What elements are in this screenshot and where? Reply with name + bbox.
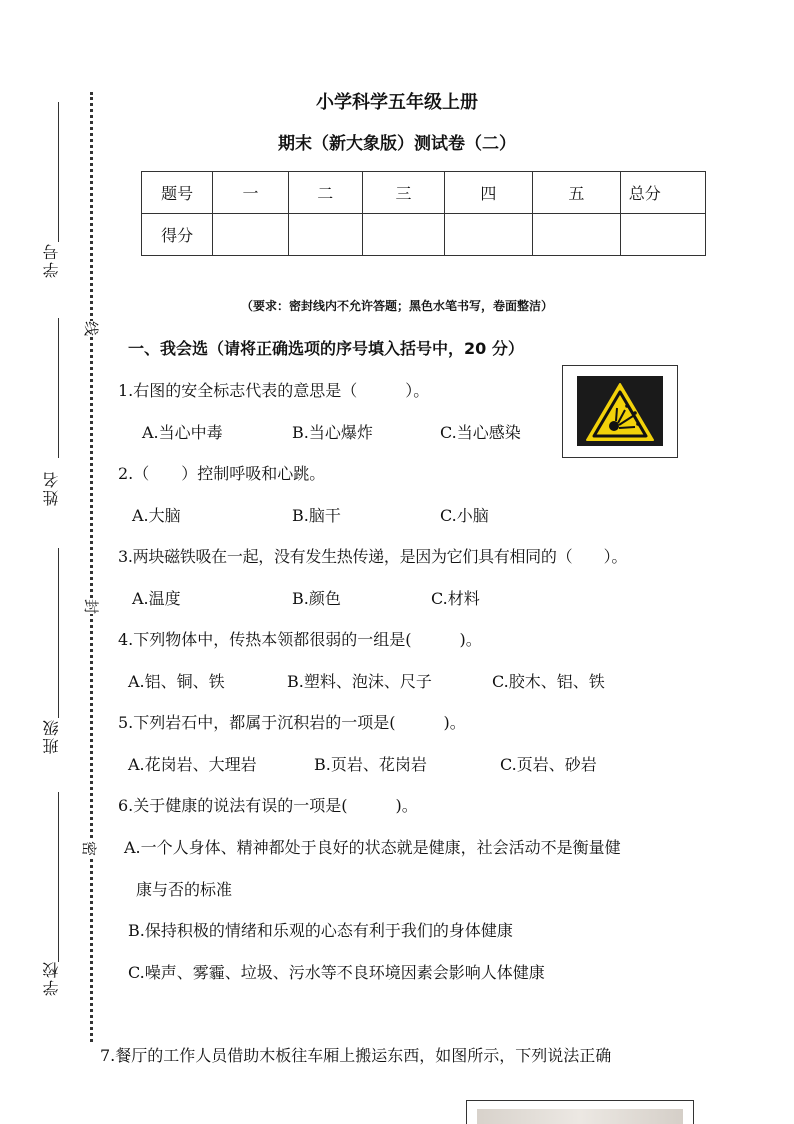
section-1-title: 一、我会选（请将正确选项的序号填入括号中，20 分） xyxy=(128,339,524,358)
question-6-option-a-cont: 康与否的标准 xyxy=(136,880,233,899)
question-6-option-c: C.噪声、雾霾、垃圾、污水等不良环境因素会影响人体健康 xyxy=(128,963,545,982)
name-label: 姓名 xyxy=(42,470,61,506)
question-5-option-a: A.花岗岩、大理岩 xyxy=(128,755,257,774)
question-1-option-b: B.当心爆炸 xyxy=(292,423,373,442)
explosion-warning-sign-image xyxy=(562,365,678,458)
question-3-option-b: B.颜色 xyxy=(292,589,341,608)
question-1-option-c: C.当心感染 xyxy=(440,423,521,442)
seal-dotted-line xyxy=(90,92,93,1042)
table-header-cell: 题号 xyxy=(142,172,213,214)
question-3-option-a: A.温度 xyxy=(132,589,181,608)
question-2-option-a: A.大脑 xyxy=(132,506,181,525)
table-header-cell: 总分 xyxy=(620,172,705,214)
margin-line-4 xyxy=(58,792,59,962)
seal-char-seal: 封 xyxy=(82,598,101,615)
question-6-option-b: B.保持积极的情绪和乐观的心态有利于我们的身体健康 xyxy=(128,921,513,940)
margin-line-2 xyxy=(58,318,59,458)
question-1-stem: 1.右图的安全标志代表的意思是（ ）。 xyxy=(118,381,430,400)
table-header-cell: 四 xyxy=(444,172,532,214)
score-row-label: 得分 xyxy=(142,214,213,256)
seal-char-line: 线 xyxy=(82,320,101,337)
table-header-cell: 二 xyxy=(288,172,362,214)
score-cell[interactable] xyxy=(620,214,705,256)
page-title: 小学科学五年级上册 xyxy=(316,92,478,113)
question-4-stem: 4.下列物体中，传热本领都很弱的一组是( )。 xyxy=(118,630,482,649)
explosion-warning-icon xyxy=(563,366,677,457)
question-7-stem: 7.餐厅的工作人员借助木板往车厢上搬运东西，如图所示，下列说法正确 xyxy=(100,1046,612,1065)
school-label: 学校 xyxy=(42,960,61,996)
page-subtitle: 期末（新大象版）测试卷（二） xyxy=(278,134,516,154)
question-3-stem: 3.两块磁铁吸在一起，没有发生热传递，是因为它们具有相同的（ ）。 xyxy=(118,547,628,566)
score-table-score-row xyxy=(142,214,706,256)
question-7-figure xyxy=(466,1100,694,1124)
score-cell[interactable] xyxy=(362,214,444,256)
exam-requirements-note: （要求：密封线内不允许答题；黑色水笔书写，卷面整洁） xyxy=(240,299,553,313)
margin-line-3 xyxy=(58,548,59,718)
score-cell[interactable] xyxy=(213,214,288,256)
question-7-figure-image xyxy=(477,1109,683,1124)
question-4-option-c: C.胶木、铝、铁 xyxy=(492,672,605,691)
score-table xyxy=(141,171,706,256)
score-cell[interactable] xyxy=(288,214,362,256)
question-6-option-a: A.一个人身体、精神都处于良好的状态就是健康，社会活动不是衡量健 xyxy=(124,838,621,857)
score-cell[interactable] xyxy=(532,214,620,256)
score-cell[interactable] xyxy=(444,214,532,256)
question-4-option-a: A.铝、铜、铁 xyxy=(128,672,225,691)
question-6-stem: 6.关于健康的说法有误的一项是( )。 xyxy=(118,796,418,815)
question-5-option-b: B.页岩、花岗岩 xyxy=(314,755,427,774)
question-2-option-c: C.小脑 xyxy=(440,506,489,525)
table-header-cell: 三 xyxy=(362,172,444,214)
question-2-stem: 2.（ ）控制呼吸和心跳。 xyxy=(118,464,326,483)
question-2-option-b: B.脑干 xyxy=(292,506,341,525)
table-header-cell: 一 xyxy=(213,172,288,214)
question-3-option-c: C.材料 xyxy=(431,589,480,608)
table-header-cell: 五 xyxy=(532,172,620,214)
margin-line-1 xyxy=(58,102,59,242)
score-table-header-row xyxy=(142,172,706,214)
question-1-option-a: A.当心中毒 xyxy=(142,423,223,442)
class-label: 班级 xyxy=(42,718,61,754)
question-4-option-b: B.塑料、泡沫、尺子 xyxy=(287,672,432,691)
student-id-label: 学号 xyxy=(42,242,61,278)
seal-char-secret: 密 xyxy=(80,840,99,857)
question-5-option-c: C.页岩、砂岩 xyxy=(500,755,597,774)
question-5-stem: 5.下列岩石中，都属于沉积岩的一项是( )。 xyxy=(118,713,466,732)
